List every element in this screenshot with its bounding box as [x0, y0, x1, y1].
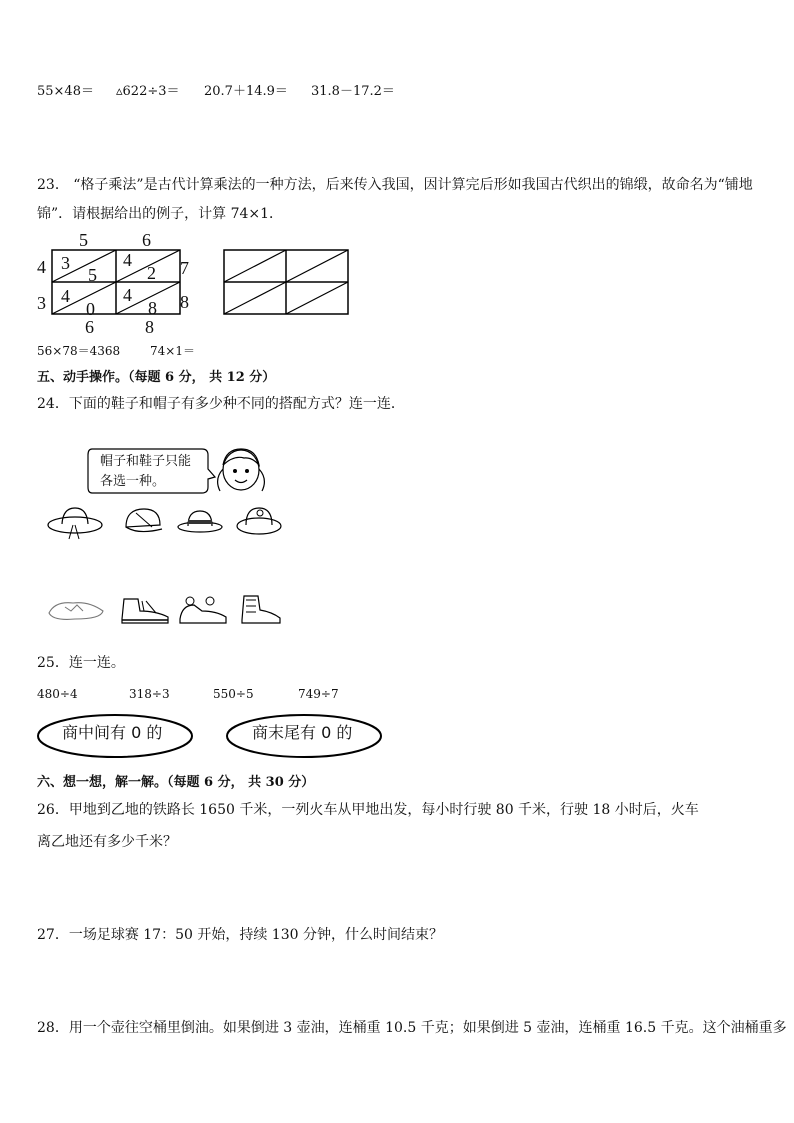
speech-line-2: 各选一种。 — [100, 474, 166, 489]
q23-line2: 锦”．请根据给出的例子，计算 74×1． — [37, 206, 284, 222]
lattice-left-digit-1: 4 — [37, 257, 46, 277]
lattice-blank — [222, 248, 352, 318]
q27-text: 27．一场足球赛 17：50 开始，持续 130 分钟，什么时间结束？ — [37, 927, 443, 943]
hat-cap-icon — [118, 503, 168, 539]
lattice-left-digit-2: 3 — [37, 293, 46, 313]
calc-item-2: ▵622÷3＝ — [116, 84, 180, 99]
section-5-heading: 五、动手操作。（每题 6 分， 共 12 分） — [37, 370, 276, 385]
cell-4-tens: 4 — [123, 285, 132, 305]
q28-text: 28．用一个壶往空桶里倒油。如果倒进 3 壶油，连桶重 10.5 千克；如果倒进 5 壶油，连桶重 16.5 千克。这个油桶重多 — [37, 1020, 787, 1036]
q24-text: 24．下面的鞋子和帽子有多少种不同的搭配方式？连一连． — [37, 396, 405, 412]
q26-line1: 26．甲地到乙地的铁路长 1650 千米，一列火车从甲地出发，每小时行驶 80 千米，行驶 18 小时后，火车 — [37, 802, 699, 818]
q26-line2: 离乙地还有多少千米？ — [37, 834, 177, 850]
cell-2-ones: 2 — [147, 263, 156, 283]
calc-item-1: 55×48＝ — [37, 84, 94, 99]
lattice-right-digit-2: 8 — [180, 292, 189, 312]
lattice-bottom-digit-1: 6 — [85, 317, 94, 337]
hat-bonnet-icon — [234, 502, 284, 538]
q25-expr-4: 749÷7 — [298, 687, 339, 701]
cell-3-tens: 4 — [61, 286, 70, 306]
q25-expr-2: 318÷3 — [129, 687, 170, 701]
lattice-bottom-digit-2: 8 — [145, 317, 154, 337]
hat-sunhat-icon — [45, 503, 105, 543]
cell-1-tens: 3 — [61, 253, 70, 273]
shoe-sneaker-icon — [176, 593, 230, 627]
oval-middle-zero-label: 商中间有 0 的 — [62, 723, 163, 742]
q25-expr-1: 480÷4 — [37, 687, 78, 701]
lattice-task-result: 74×1＝ — [150, 344, 195, 358]
hat-fedora-icon — [176, 505, 224, 537]
q25-text: 25．连一连。 — [37, 655, 125, 671]
shoe-highboot-icon — [234, 590, 284, 626]
q23-line1: 23． “格子乘法”是古代计算乘法的一种方法，后来传入我国，因计算完后形如我国古代织出的锦缎，故命名为“铺地 — [37, 177, 753, 193]
girl-illustration — [212, 443, 270, 503]
lattice-example-result: 56×78＝4368 — [37, 344, 121, 358]
cell-2-tens: 4 — [123, 250, 132, 270]
oval-end-zero-label: 商末尾有 0 的 — [252, 723, 353, 742]
lattice-top-digit-1: 5 — [79, 230, 88, 250]
speech-line-1: 帽子和鞋子只能 — [100, 454, 192, 469]
cell-4-ones: 8 — [148, 298, 157, 318]
shoe-slipper-icon — [45, 595, 107, 625]
q25-expr-3: 550÷5 — [213, 687, 254, 701]
lattice-example — [30, 228, 200, 340]
lattice-right-digit-1: 7 — [180, 258, 189, 278]
cell-1-ones: 5 — [88, 265, 97, 285]
cell-3-ones: 0 — [86, 299, 95, 319]
calc-item-3: 20.7＋14.9＝ — [204, 84, 288, 99]
lattice-top-digit-2: 6 — [142, 230, 151, 250]
shoe-boot-icon — [116, 591, 174, 627]
calc-item-4: 31.8－17.2＝ — [311, 84, 395, 99]
section-6-heading: 六、想一想，解一解。（每题 6 分， 共 30 分） — [37, 775, 315, 790]
